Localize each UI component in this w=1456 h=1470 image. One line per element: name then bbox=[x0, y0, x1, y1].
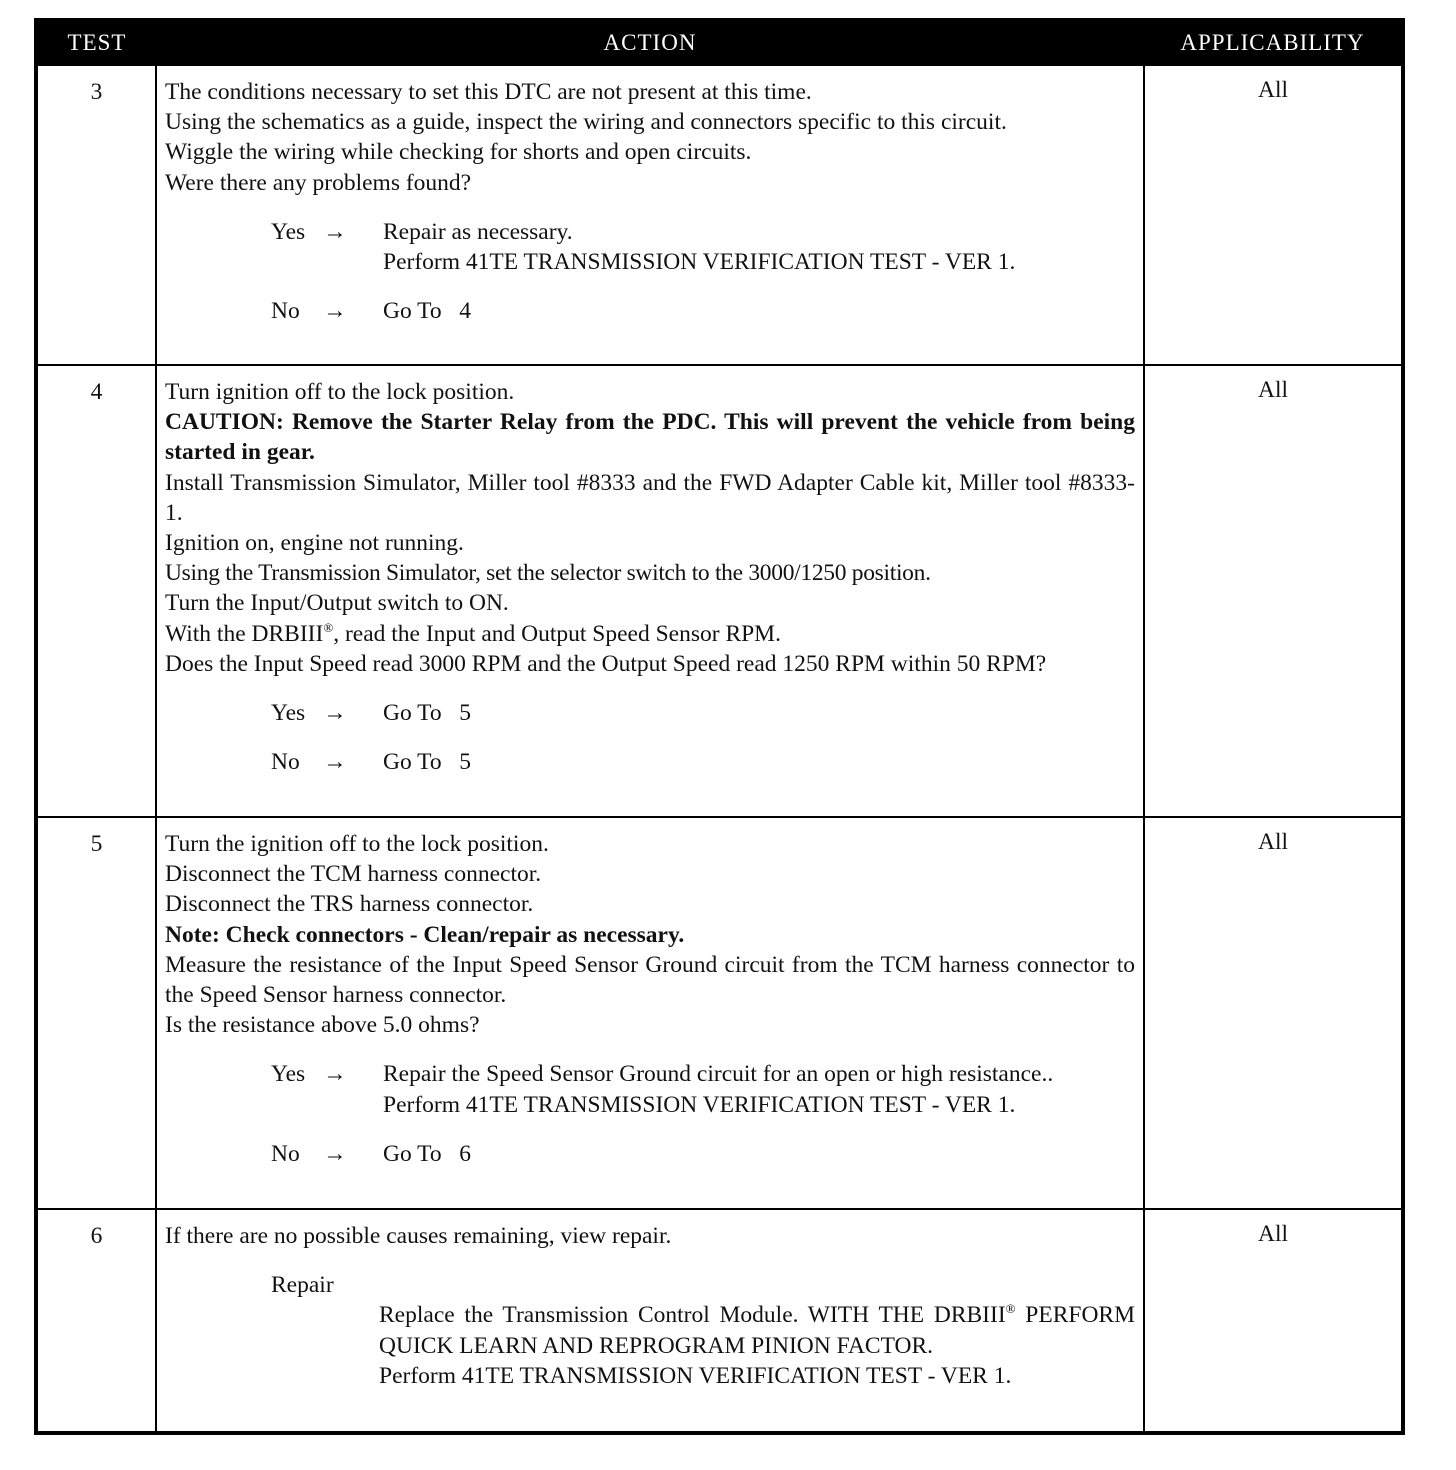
action-line: If there are no possible causes remaining, view repair. bbox=[165, 1223, 672, 1249]
arrow-icon: → bbox=[323, 298, 347, 325]
action-line: Wiggle the wiring while checking for shorts and open circuits. bbox=[165, 139, 752, 166]
yes-label: Yes bbox=[271, 218, 306, 245]
header-test: TEST bbox=[36, 20, 156, 65]
action-line: Turn ignition off to the lock position. bbox=[165, 379, 515, 405]
action-line: Install Transmission Simulator, Miller tool #8333 and the FWD Adapter Cable kit, Miller tool #8333-1. bbox=[165, 469, 1135, 526]
action-line: Does the Input Speed read 3000 RPM and the Output Speed read 1250 RPM within 50 RPM? bbox=[165, 650, 1047, 677]
table-row bbox=[36, 65, 1403, 365]
no-result: Go To 5 bbox=[383, 749, 472, 776]
repair-text: Replace the Transmission Control Module. WITH THE DRBIII bbox=[379, 1302, 1006, 1329]
registered-mark: ® bbox=[323, 619, 334, 635]
action-cell bbox=[156, 817, 1144, 1209]
no-result: Go To 6 bbox=[383, 1140, 472, 1167]
no-label: No bbox=[271, 298, 300, 325]
yes-branch bbox=[165, 217, 1135, 277]
test-number: 4 bbox=[36, 365, 156, 817]
arrow-icon: → bbox=[323, 749, 347, 776]
header-applicability: APPLICABILITY bbox=[1144, 20, 1403, 65]
header-action: ACTION bbox=[156, 20, 1144, 65]
no-label: No bbox=[271, 1140, 300, 1167]
arrow-icon: → bbox=[323, 1061, 347, 1088]
no-branch bbox=[165, 747, 1135, 777]
no-label: No bbox=[271, 749, 300, 776]
registered-mark: ® bbox=[1005, 1301, 1016, 1317]
yes-label: Yes bbox=[271, 1061, 306, 1088]
test-number: 5 bbox=[36, 817, 156, 1209]
repair-label: Repair bbox=[271, 1272, 334, 1299]
no-result: Go To 4 bbox=[383, 298, 472, 325]
action-line: With the DRBIII®, read the Input and Output Speed Sensor RPM. bbox=[165, 619, 781, 647]
action-line: Disconnect the TCM harness connector. bbox=[165, 861, 542, 888]
action-line: The conditions necessary to set this DTC are not present at this time. bbox=[165, 79, 812, 105]
yes-result: Perform 41TE TRANSMISSION VERIFICATION TEST - VER 1. bbox=[383, 1091, 1016, 1118]
test-number: 3 bbox=[36, 65, 156, 365]
repair-body bbox=[379, 1300, 1135, 1391]
no-branch bbox=[165, 296, 1135, 326]
action-cell bbox=[156, 65, 1144, 365]
table-row bbox=[36, 1209, 1403, 1433]
action-line: Measure the resistance of the Input Speed Sensor Ground circuit from the TCM harness connector to the Speed Sensor harness connector. bbox=[165, 951, 1135, 1009]
diagnostic-table bbox=[34, 18, 1405, 1435]
table-row bbox=[36, 365, 1403, 817]
table-header-row bbox=[36, 20, 1403, 65]
applicability-value: All bbox=[1144, 365, 1403, 817]
caution-text: CAUTION: Remove the Starter Relay from the PDC. This will prevent the vehicle from being started in gear. bbox=[165, 409, 1135, 466]
yes-result: Repair the Speed Sensor Ground circuit for an open or high resistance.. bbox=[383, 1061, 1054, 1088]
applicability-value: All bbox=[1144, 817, 1403, 1209]
action-line: Is the resistance above 5.0 ohms? bbox=[165, 1012, 480, 1039]
action-line: Using the Transmission Simulator, set the selector switch to the 3000/1250 position. bbox=[165, 560, 931, 587]
yes-result: Repair as necessary. bbox=[383, 218, 573, 245]
applicability-value: All bbox=[1144, 65, 1403, 365]
yes-result: Perform 41TE TRANSMISSION VERIFICATION TEST - VER 1. bbox=[383, 249, 1016, 276]
arrow-icon: → bbox=[323, 700, 347, 727]
action-line: Disconnect the TRS harness connector. bbox=[165, 891, 534, 918]
action-line: Turn the Input/Output switch to ON. bbox=[165, 590, 509, 617]
no-branch bbox=[165, 1139, 1135, 1169]
repair-text: PERFORM QUICK LEARN AND REPROGRAM PINION FACTOR. bbox=[379, 1302, 1135, 1359]
applicability-value: All bbox=[1144, 1209, 1403, 1433]
arrow-icon: → bbox=[323, 218, 347, 245]
action-line: Were there any problems found? bbox=[165, 169, 472, 196]
table-row bbox=[36, 817, 1403, 1209]
yes-result: Go To 5 bbox=[383, 700, 472, 727]
repair-text: Perform 41TE TRANSMISSION VERIFICATION TEST - VER 1. bbox=[379, 1362, 1012, 1389]
action-cell bbox=[156, 365, 1144, 817]
action-line: Ignition on, engine not running. bbox=[165, 530, 464, 557]
action-line: Using the schematics as a guide, inspect the wiring and connectors specific to this circuit. bbox=[165, 109, 1007, 136]
arrow-icon: → bbox=[323, 1140, 347, 1167]
action-line: Turn the ignition off to the lock position. bbox=[165, 831, 549, 857]
test-number: 6 bbox=[36, 1209, 156, 1433]
yes-branch bbox=[165, 698, 1135, 728]
action-cell bbox=[156, 1209, 1144, 1433]
yes-label: Yes bbox=[271, 700, 306, 727]
yes-branch bbox=[165, 1059, 1135, 1119]
note-text: Note: Check connectors - Clean/repair as necessary. bbox=[165, 921, 685, 948]
